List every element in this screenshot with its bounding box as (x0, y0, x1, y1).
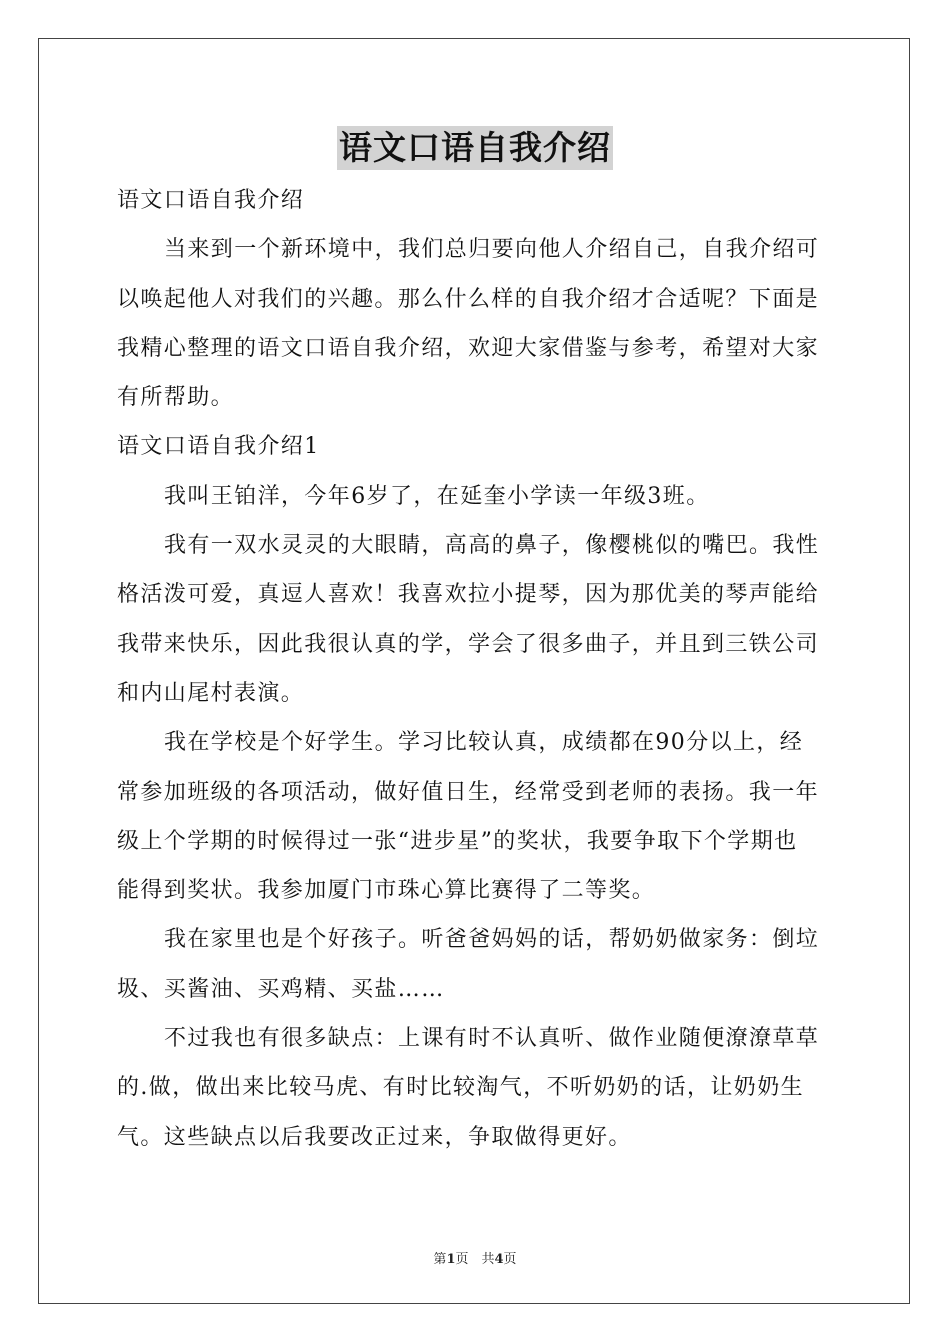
text-line: 我带来快乐，因此我很认真的学，学会了很多曲子，并且到三铁公司 (117, 631, 820, 657)
document-title: 语文口语自我介绍 (337, 126, 613, 170)
text-line: 和内山尾村表演。 (117, 680, 305, 706)
text-line: 我在家里也是个好孩子。听爸爸妈妈的话，帮奶奶做家务：倒垃 (164, 927, 820, 953)
text-line: 级上个学期的时候得过一张“进步星”的奖状，我要争取下个学期也 (117, 828, 798, 854)
text-line: 不过我也有很多缺点：上课有时不认真听、做作业随便潦潦草草 (164, 1026, 820, 1052)
document-body (117, 176, 835, 1162)
text-line: 圾、买酱油、买鸡精、买盐…… (117, 976, 445, 1002)
text-line: 语文口语自我介绍1 (117, 434, 320, 460)
footer-suffix: 页 (503, 1252, 517, 1267)
title-area (0, 126, 950, 170)
footer-mid: 页 共 (455, 1252, 495, 1267)
text-line: 气。这些缺点以后我要改正过来，争取做得更好。 (117, 1124, 632, 1150)
text-line: 能得到奖状。我参加厦门市珠心算比赛得了二等奖。 (117, 878, 656, 904)
text-line: 常参加班级的各项活动，做好值日生，经常受到老师的表扬。我一年 (117, 779, 820, 805)
text-line: 我叫王铂洋，今年6岁了，在延奎小学读一年级3班。 (164, 483, 710, 509)
text-line: 有所帮助。 (117, 385, 235, 411)
text-line: 我有一双水灵灵的大眼睛，高高的鼻子，像樱桃似的嘴巴。我性 (164, 533, 820, 559)
text-line: 我在学校是个好学生。学习比较认真，成绩都在90分以上，经 (164, 730, 804, 756)
text-line: 当来到一个新环境中，我们总归要向他人介绍自己，自我介绍可 (164, 237, 820, 263)
text-line: 以唤起他人对我们的兴趣。那么什么样的自我介绍才合适呢？下面是 (117, 286, 820, 312)
footer-prefix: 第 (433, 1252, 447, 1267)
text-line: 语文口语自我介绍 (117, 188, 305, 213)
text-line: 我精心整理的语文口语自我介绍，欢迎大家借鉴与参考，希望对大家 (117, 335, 820, 361)
text-line: 格活泼可爱，真逗人喜欢！我喜欢拉小提琴，因为那优美的琴声能给 (117, 582, 820, 608)
footer-page-number: 1 (446, 1252, 456, 1267)
page-footer (0, 1248, 950, 1267)
text-line: 的.做，做出来比较马虎、有时比较淘气，不听奶奶的话，让奶奶生 (117, 1075, 804, 1101)
footer-total-pages: 4 (494, 1252, 504, 1267)
